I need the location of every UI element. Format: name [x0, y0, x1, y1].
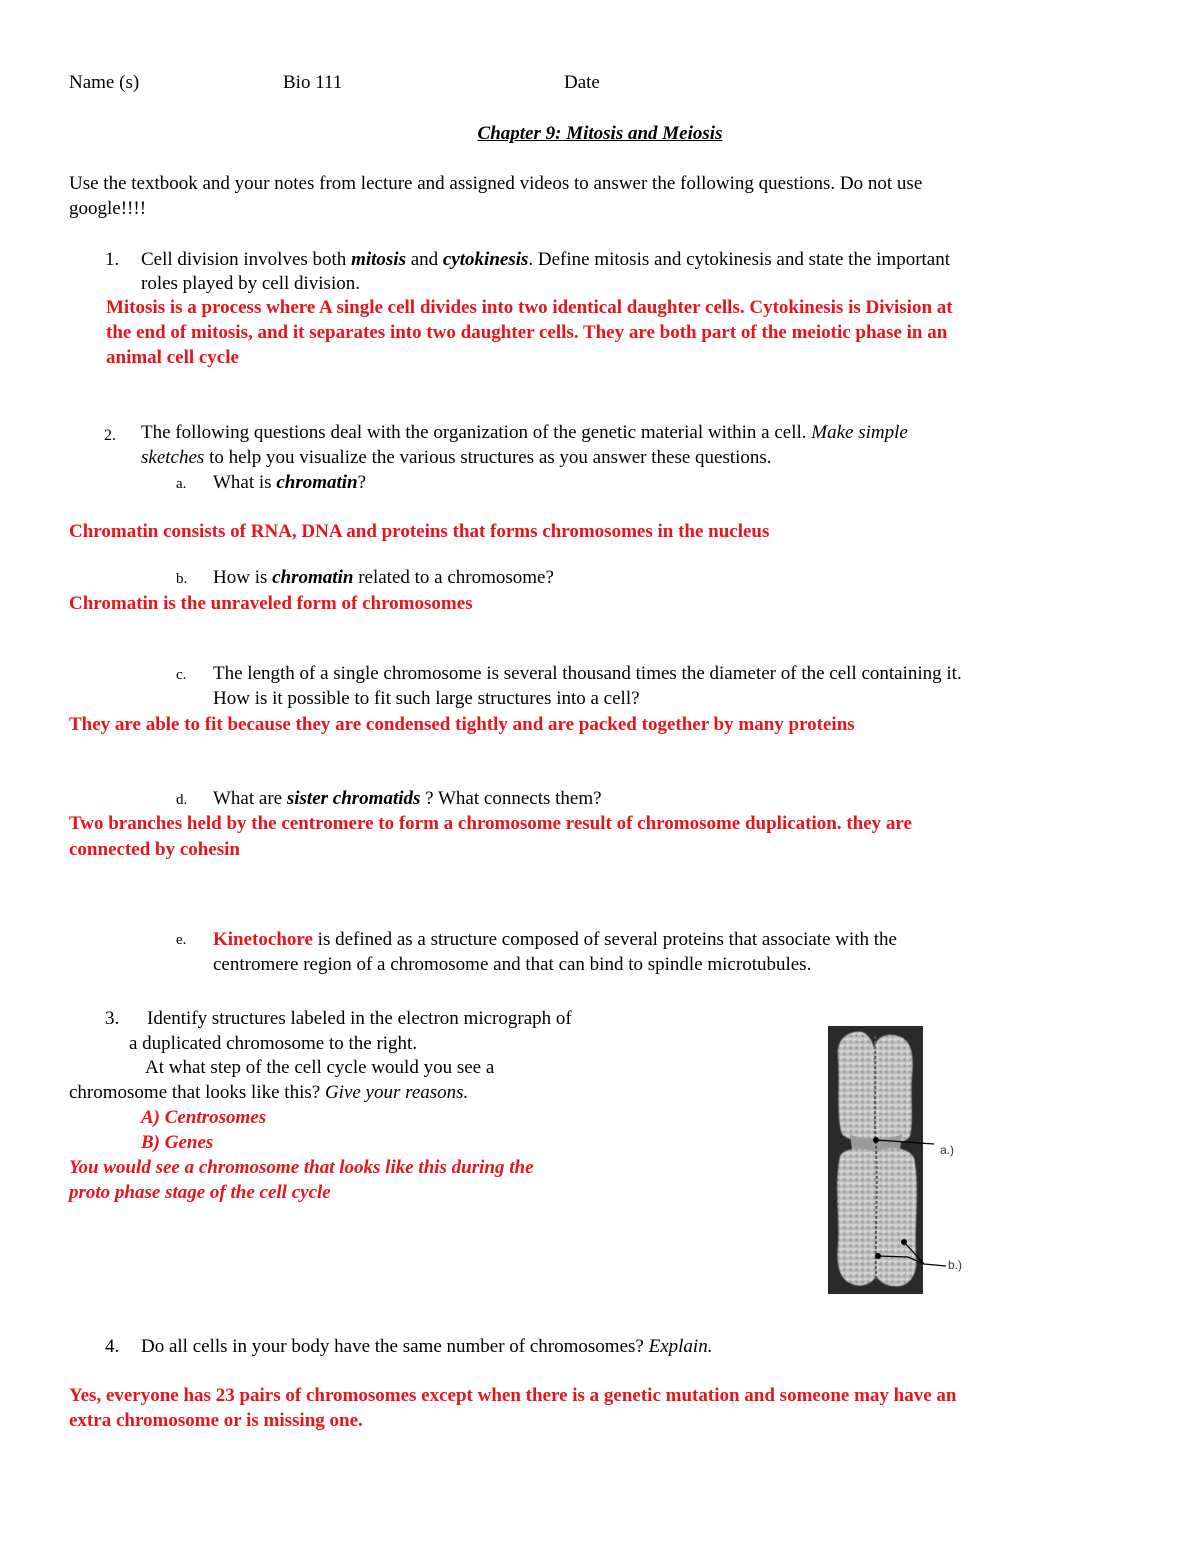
q1-number: 1. [105, 249, 120, 270]
q3-line-3: At what step of the cell cycle would you see a [145, 1057, 495, 1078]
q4-number: 4. [105, 1336, 120, 1357]
figure-label-a: a.) [940, 1143, 955, 1157]
q2b-marker: b. [176, 571, 188, 587]
q2-line-1: The following questions deal with the organization of the genetic material within a cell. Make simple [141, 422, 908, 443]
q2c-line-2: How is it possible to fit such large structures into a cell? [213, 688, 640, 709]
q2e-line-1: Kinetochore is defined as a structure composed of several proteins that associate with the [213, 929, 897, 950]
q2d-answer-line-2: connected by cohesin [69, 839, 240, 860]
q4-question: Do all cells in your body have the same number of chromosomes? Explain. [141, 1336, 713, 1357]
intro-line-2: google!!!! [69, 198, 147, 219]
q1-answer-line-3: animal cell cycle [106, 347, 239, 368]
q2a-term: chromatin [276, 472, 358, 493]
q3-number: 3. [105, 1008, 120, 1029]
q2e-term-kinetochore: Kinetochore [213, 929, 313, 950]
q3-answer-line-2: proto phase stage of the cell cycle [69, 1182, 331, 1203]
q3-line-4: chromosome that looks like this? Give your reasons. [69, 1082, 469, 1103]
figure-label-b: b.) [948, 1258, 963, 1272]
q3-line-2: a duplicated chromosome to the right. [129, 1033, 418, 1054]
q3-answer-b: B) Genes [141, 1132, 214, 1153]
name-label: Name (s) [69, 72, 140, 93]
q2d-answer-line-1: Two branches held by the centromere to form a chromosome result of chromosome duplication. they are [69, 813, 912, 834]
q2c-marker: c. [176, 667, 187, 683]
q3-answer-line-1: You would see a chromosome that looks like this during the [69, 1157, 534, 1178]
q4-answer-line-1: Yes, everyone has 23 pairs of chromosomes except when there is a genetic mutation and someone may have an [69, 1385, 957, 1406]
q3-line-1: Identify structures labeled in the electron micrograph of [147, 1008, 572, 1029]
q2d-question: What are sister chromatids ? What connects them? [213, 788, 602, 809]
q2a-marker: a. [176, 476, 187, 492]
q2c-line-1: The length of a single chromosome is several thousand times the diameter of the cell containing it. [213, 663, 962, 684]
q2b-question: How is chromatin related to a chromosome? [213, 567, 554, 588]
q2c-answer: They are able to fit because they are condensed tightly and are packed together by many proteins [69, 714, 855, 735]
course-label: Bio 111 [283, 72, 343, 93]
q2b-term: chromatin [272, 567, 354, 588]
q2d-term: sister chromatids [286, 788, 421, 809]
q2a-answer: Chromatin consists of RNA, DNA and proteins that forms chromosomes in the nucleus [69, 521, 770, 542]
q2e-marker: e. [176, 932, 187, 948]
chromosome-micrograph [828, 1026, 976, 1294]
q2e-line-2: centromere region of a chromosome and that can bind to spindle microtubules. [213, 954, 812, 975]
q1-line-1: Cell division involves both mitosis and cytokinesis. Define mitosis and cytokinesis and state the important [141, 249, 951, 270]
q2b-answer: Chromatin is the unraveled form of chromosomes [69, 593, 473, 614]
q1-answer-line-2: the end of mitosis, and it separates into two daughter cells. They are both part of the meiotic phase in an [106, 322, 948, 343]
chromosome-micrograph-image [828, 1026, 976, 1294]
q4-answer-line-2: extra chromosome or is missing one. [69, 1410, 363, 1431]
page-title: Chapter 9: Mitosis and Meiosis [477, 123, 723, 144]
q2-number: 2. [104, 427, 116, 444]
q1-answer-line-1: Mitosis is a process where A single cell divides into two identical daughter cells. Cytokinesis is Division at [106, 297, 953, 318]
q1-term-cytokinesis: cytokinesis [442, 249, 529, 270]
q3-answer-a: A) Centrosomes [141, 1107, 267, 1128]
q1-term-mitosis: mitosis [351, 249, 406, 270]
q1-line-2: roles played by cell division. [141, 273, 360, 294]
q2-line-2: sketches to help you visualize the various structures as you answer these questions. [141, 447, 772, 468]
q2d-marker: d. [176, 792, 188, 808]
q2a-question: What is chromatin? [213, 472, 367, 493]
date-label: Date [564, 72, 600, 93]
intro-line-1: Use the textbook and your notes from lecture and assigned videos to answer the following questions. Do not use [69, 173, 923, 194]
